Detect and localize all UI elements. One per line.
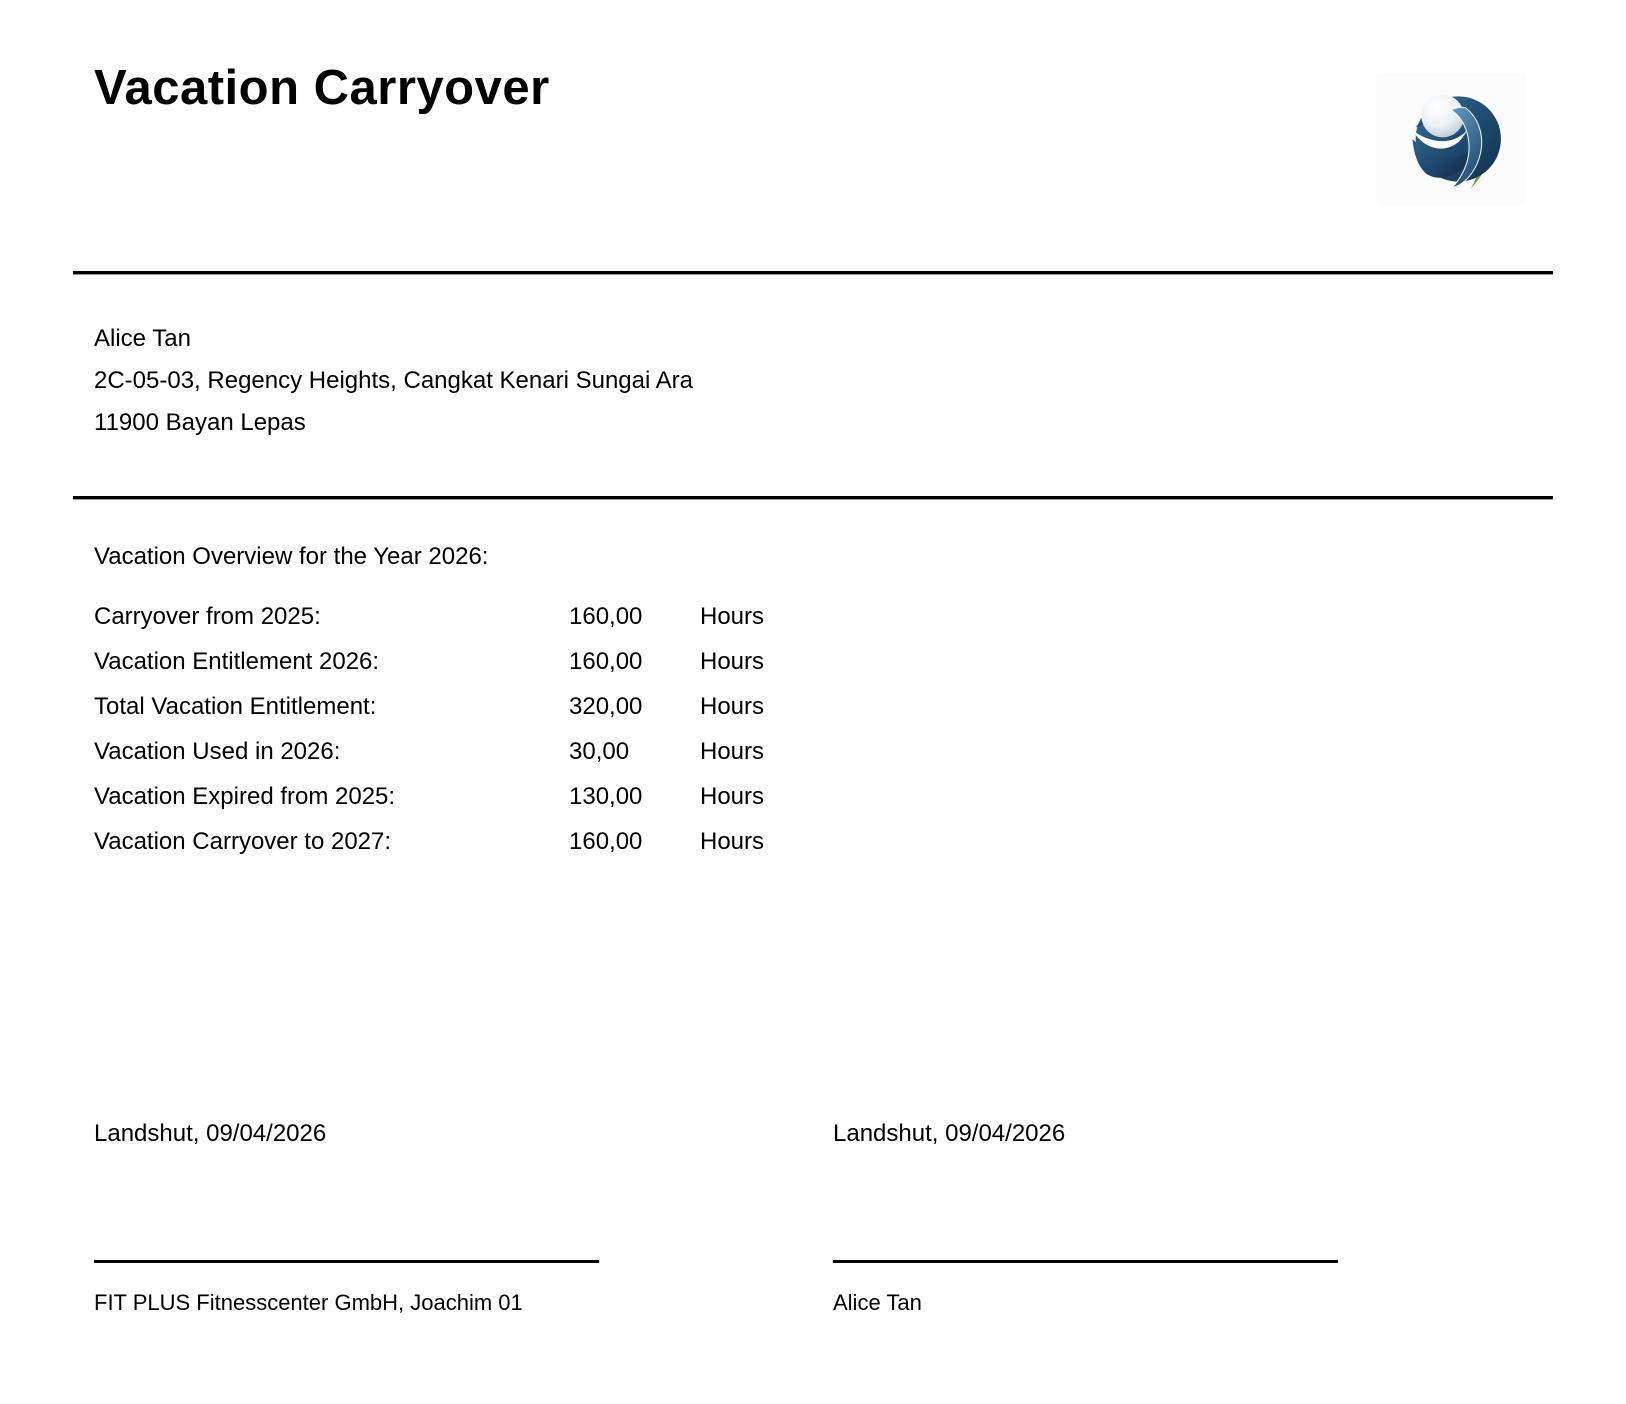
recipient-address-block (94, 318, 693, 444)
table-row (94, 639, 854, 684)
recipient-name: Alice Tan (94, 325, 191, 352)
row-value: 130,00 (569, 783, 643, 810)
divider-bottom (73, 496, 1553, 500)
row-label: Vacation Used in 2026: (94, 738, 341, 765)
row-unit: Hours (700, 648, 765, 675)
row-label: Vacation Expired from 2025: (94, 783, 396, 810)
table-row (94, 729, 854, 774)
employee-signer-name: Alice Tan (833, 1290, 922, 1315)
row-unit: Hours (700, 828, 765, 855)
company-logo (1376, 73, 1526, 206)
page-title: Vacation Carryover (94, 61, 550, 115)
row-value: 30,00 (569, 738, 630, 765)
employee-place-date: Landshut, 09/04/2026 (833, 1120, 1066, 1147)
row-unit: Hours (700, 603, 765, 630)
table-row (94, 774, 854, 819)
row-label: Vacation Carryover to 2027: (94, 828, 392, 855)
row-label: Total Vacation Entitlement: (94, 693, 377, 720)
row-value: 160,00 (569, 648, 643, 675)
employee-signature-line (833, 1260, 1338, 1263)
row-label: Carryover from 2025: (94, 603, 321, 630)
row-unit: Hours (700, 738, 765, 765)
table-row (94, 684, 854, 729)
table-row (94, 594, 854, 639)
recipient-address-line1: 2C-05-03, Regency Heights, Cangkat Kenari Sungai Ara (94, 367, 694, 394)
row-value: 320,00 (569, 693, 643, 720)
vacation-overview-table (94, 594, 854, 864)
row-value: 160,00 (569, 603, 643, 630)
recipient-address-line2: 11900 Bayan Lepas (94, 409, 306, 436)
divider-top (73, 271, 1553, 275)
employer-place-date: Landshut, 09/04/2026 (94, 1120, 327, 1147)
row-unit: Hours (700, 783, 765, 810)
overview-heading: Vacation Overview for the Year 2026: (94, 543, 489, 570)
row-value: 160,00 (569, 828, 643, 855)
company-swirl-logo-icon (1392, 88, 1510, 192)
row-unit: Hours (700, 693, 765, 720)
table-row (94, 819, 854, 864)
row-label: Vacation Entitlement 2026: (94, 648, 380, 675)
employer-signer-name: FIT PLUS Fitnesscenter GmbH, Joachim 01 (94, 1290, 523, 1315)
employer-signature-line (94, 1260, 599, 1263)
